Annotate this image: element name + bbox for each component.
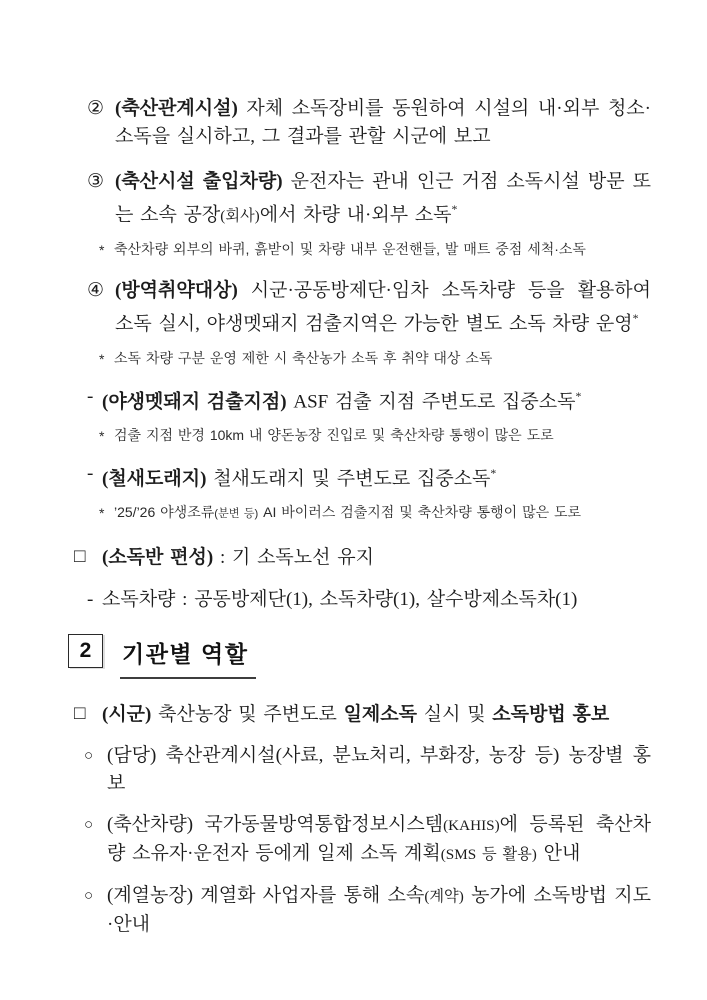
text-segment: 실시 및: [416, 704, 493, 726]
text-segment: (분변 등): [214, 508, 259, 521]
item-marker-dash: -: [87, 589, 94, 611]
item-disinfection-vehicle-list: [87, 586, 651, 614]
text-segment: (회사): [220, 207, 260, 225]
text-segment: (담당) 축산관계시설(사료, 분뇨처리, 부화장, 농장 등) 농장별 홍보: [107, 745, 651, 795]
text-segment: 농가에 소독방법 지도·안내: [107, 885, 652, 936]
text-segment: *: [575, 389, 582, 403]
item-livestock-related-facilities: [87, 95, 651, 151]
item-marker-circle: ○: [84, 817, 94, 834]
footnote-10km-radius-roads: [99, 425, 651, 446]
text-segment: 검출 지점 반경 10km 내 양돈농장 진입로 및 축산차량 통행이 많은 도로: [114, 426, 554, 443]
document-content: [73, 95, 651, 939]
item-integrated-farms: [84, 882, 651, 939]
text-segment: (야생멧돼지 검출지점): [102, 390, 287, 412]
item-marker-circle: ○: [84, 888, 94, 905]
text-segment: (축산관계시설): [115, 98, 238, 119]
text-segment: (계약): [424, 888, 464, 906]
item-migratory-bird-habitats: [87, 460, 651, 493]
item-marker-foot: *: [99, 242, 105, 259]
item-wild-boar-detection-points: [87, 383, 651, 416]
text-segment: (축산차량) 국가동물방역통합정보시스템: [107, 814, 444, 836]
item-marker-numbered: ②: [87, 98, 105, 119]
text-segment: *: [451, 203, 458, 216]
text-segment: (철새도래지): [102, 468, 207, 490]
item-marker-numbered: ④: [87, 280, 105, 302]
text-segment: 소독방법 홍보: [492, 704, 610, 726]
text-segment: (축산시설 출입차량): [115, 171, 283, 192]
item-facility-entry-vehicles: [87, 168, 651, 230]
item-marker-foot: *: [99, 350, 105, 367]
text-segment: 운전자는 관내 인근 거점 소독시설 방문 또는 소속 공장: [115, 171, 651, 226]
text-segment: 축산농장 및 주변도로: [151, 704, 344, 726]
item-marker-dash: -: [87, 462, 94, 484]
text-segment: *: [490, 466, 497, 480]
item-marker-foot: *: [99, 427, 105, 444]
item-person-in-charge: [84, 742, 651, 798]
item-marker-box: □: [74, 703, 86, 725]
text-segment: 소독 차량 구분 운영 제한 시 축산농가 소독 후 취약 대상 소독: [114, 349, 493, 366]
section-number: 2: [68, 634, 103, 668]
text-segment: (소독반 편성): [102, 547, 214, 569]
item-city-county-role: [74, 701, 651, 729]
text-segment: 축산차량 외부의 바퀴, 흙받이 및 차량 내부 운전핸들, 발 매트 중점 세척·소독: [114, 241, 586, 258]
text-segment: 철새도래지 및 주변도로 집중소독: [206, 468, 491, 490]
text-segment: (방역취약대상): [115, 280, 238, 302]
text-segment: AI 바이러스 검출지점 및 축산차량 통행이 많은 도로: [258, 504, 582, 521]
text-segment: 자체 소독장비를 동원하여 시설의 내·외부 청소·소독을 실시하고, 그 결과를 관할 시군에 보고: [115, 98, 651, 147]
item-quarantine-vulnerable-targets: [87, 277, 651, 338]
text-segment: (계열농장) 계열화 사업자를 통해 소속: [107, 885, 425, 907]
text-segment: (KAHIS): [443, 817, 500, 835]
item-marker-foot: *: [99, 505, 105, 522]
text-segment: ’25/’26 야생조류: [114, 504, 215, 521]
footnote-vehicle-washing-points: [99, 239, 651, 260]
text-segment: ASF 검출 지점 주변도로 집중소독: [286, 390, 576, 412]
text-segment: 에서 차량 내·외부 소독: [259, 204, 452, 226]
footnote-separate-vehicle-limitation: [99, 348, 651, 369]
text-segment: 시군·공동방제단·임차 소독차량 등을 활용하여 소독 실시, 야생멧돼지 검출지역은 가능한 별도 소독 차량 운영: [115, 280, 651, 335]
text-segment: 소독차량 : 공동방제단(1), 소독차량(1), 살수방제소독차(1): [102, 589, 578, 611]
item-disinfection-team-organization: [74, 544, 651, 572]
section-header-roles-by-agency: [68, 634, 651, 679]
section-title: 기관별 역할: [120, 634, 256, 679]
item-marker-dash: -: [87, 385, 94, 407]
text-segment: 일제소독: [343, 704, 417, 726]
item-marker-circle: ○: [84, 748, 94, 765]
item-marker-box: □: [74, 546, 86, 568]
text-segment: 안내: [536, 843, 581, 865]
footnote-ai-virus-detection-roads: [99, 502, 651, 525]
text-segment: (시군): [102, 704, 152, 726]
text-segment: : 기 소독노선 유지: [213, 547, 374, 569]
text-segment: *: [632, 312, 639, 326]
text-segment: (SMS 등 활용): [440, 846, 537, 864]
text-segment: 에 등록된 축산차량 소유자·운전자 등에게 일제 소독 계획: [107, 814, 651, 865]
item-livestock-vehicles-kahis: [84, 811, 651, 869]
item-marker-numbered: ③: [87, 171, 105, 192]
